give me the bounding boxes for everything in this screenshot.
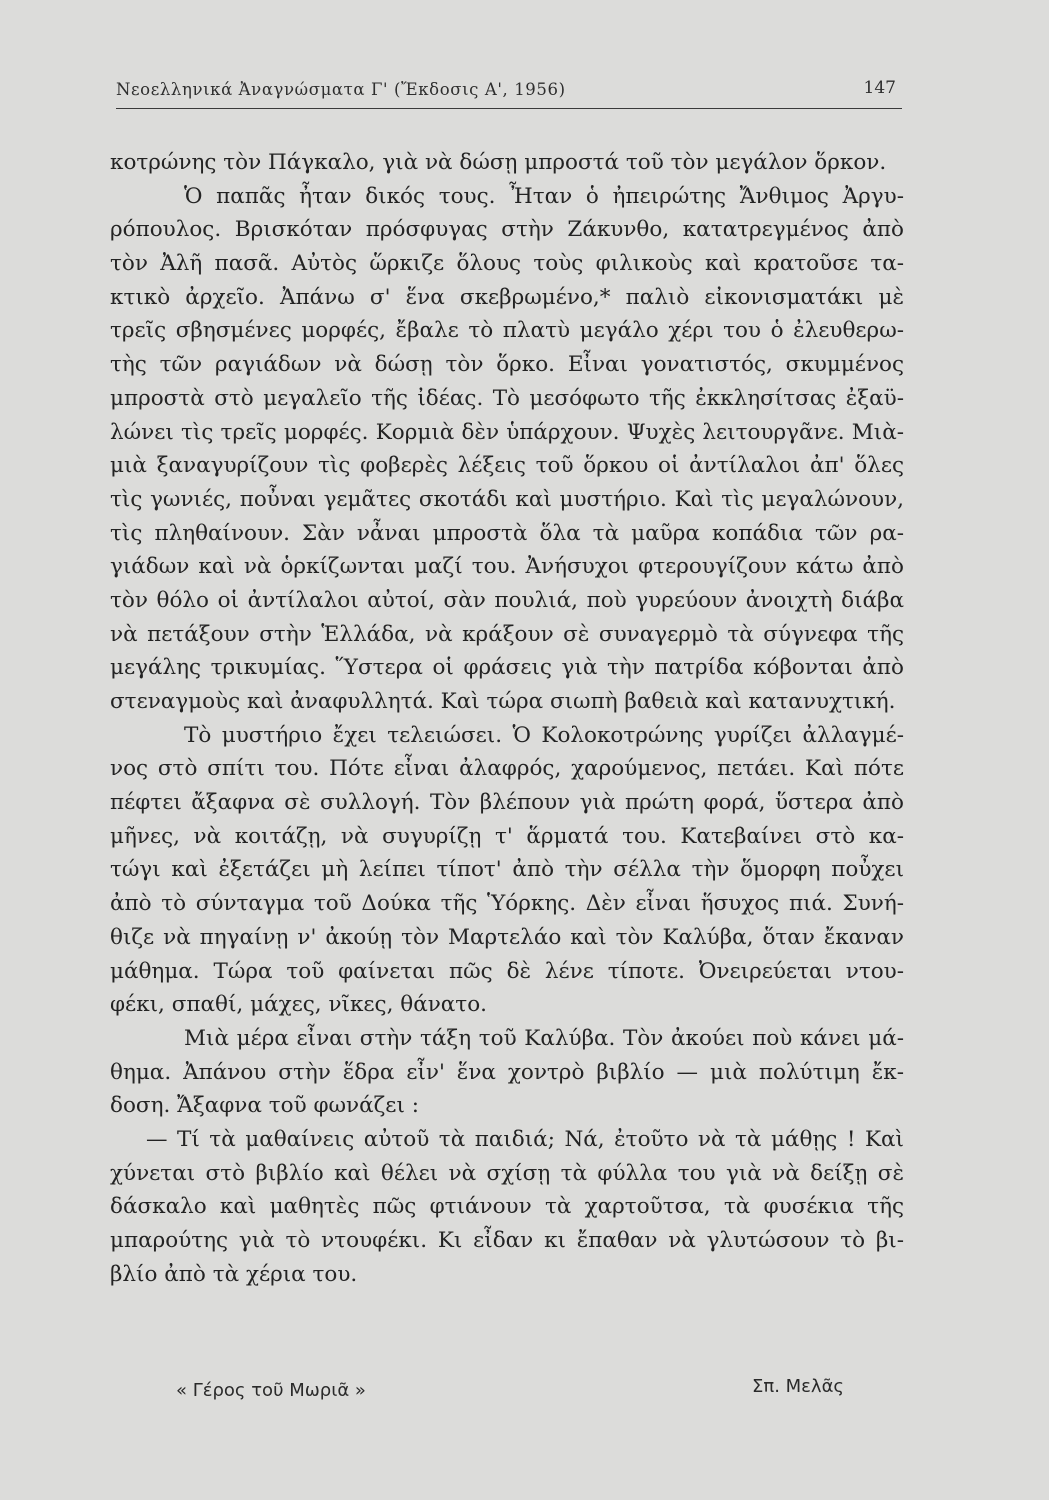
text-line: πέφτει ἄξαφνα σὲ συλλογή. Τὸν βλέπουν γιὰ πρώτη φορά, ὕστερα ἀπὸ [110,790,904,816]
text-line: Ὁ παπᾶς ἦταν δικός τους. Ἦταν ὁ ἠπειρώτης Ἄνθιμος Ἀργυ- [184,183,904,209]
text-line: τώγι καὶ ἐξετάζει μὴ λείπει τίποτ' ἀπὸ τὴν σέλλα τὴν ὅμορφη ποὖχει [110,857,904,883]
text-line: δάσκαλο καὶ μαθητὲς πῶς φτιάνουν τὰ χαρτοῦτσα, τὰ φυσέκια τῆς [110,1194,904,1220]
text-line: ρόπουλος. Βρισκόταν πρόσφυγας στὴν Ζάκυνθο, κατατρεγμένος ἀπὸ [110,217,904,243]
text-line: τὶς πληθαίνουν. Σὰν νἆναι μπροστὰ ὅλα τὰ μαῦρα κοπάδια τῶν ρα- [110,520,904,546]
text-line: Τὸ μυστήριο ἔχει τελειώσει. Ὁ Κολοκοτρώνης γυρίζει ἀλλαγμέ- [184,722,904,748]
text-line: χύνεται στὸ βιβλίο καὶ θέλει νὰ σχίσῃ τὰ φύλλα του γιὰ νὰ δείξῃ σὲ [110,1160,904,1186]
text-line: θιζε νὰ πηγαίνῃ ν' ἀκούῃ τὸν Μαρτελάο καὶ τὸν Καλύβα, ὅταν ἔκαναν [110,924,904,950]
text-line: μπροστὰ στὸ μεγαλεῖο τῆς ἰδέας. Τὸ μεσόφωτο τῆς ἐκκλησίτσας ἐξαϋ- [110,385,904,411]
text-line: τὸν θόλο οἱ ἀντίλαλοι αὐτοί, σὰν πουλιά, ποὺ γυρεύουν ἀνοιχτὴ διάβα [110,587,904,613]
book-title: Νεοελληνικά Ἀναγνώσματα Γ' (Ἔκδοσις Α', 1956) [116,80,566,99]
text-line: θημα. Ἀπάνου στὴν ἕδρα εἶν' ἕνα χοντρὸ βιβλίο — μιὰ πολύτιμη ἔκ- [110,1059,904,1085]
text-line: μιὰ ξαναγυρίζουν τὶς φοβερὲς λέξεις τοῦ ὅρκου οἱ ἀντίλαλοι ἀπ' ὅλες [110,453,904,479]
author-name: Σπ. Μελᾶς [752,1376,844,1397]
text-line: νος στὸ σπίτι του. Πότε εἶναι ἀλαφρός, χαρούμενος, πετάει. Καὶ πότε [110,756,904,782]
text-line: κοτρώνης τὸν Πάγκαλο, γιὰ νὰ δώσῃ μπροστά τοῦ τὸν μεγάλον ὅρκον. [110,150,887,175]
text-line: τρεῖς σβησμένες μορφές, ἔβαλε τὸ πλατὺ μεγάλο χέρι του ὁ ἐλευθερω- [110,318,904,344]
text-line: νὰ πετάξουν στὴν Ἑλλάδα, νὰ κράξουν σὲ συναγερμὸ τὰ σύγνεφα τῆς [110,621,904,647]
text-line: μπαρούτης γιὰ τὸ ντουφέκι. Κι εἶδαν κι ἔπαθαν νὰ γλυτώσουν τὸ βι- [110,1228,904,1253]
text-line: Μιὰ μέρα εἶναι στὴν τάξη τοῦ Καλύβα. Τὸν ἀκούει ποὺ κάνει μά- [184,1025,904,1051]
text-line: φέκι, σπαθί, μάχες, νῖκες, θάνατο. [110,992,487,1018]
source-citation: « Γέρος τοῦ Μωριᾶ » [176,1380,366,1401]
text-line: στεναγμοὺς καὶ ἀναφυλλητά. Καὶ τώρα σιωπὴ βαθειὰ καὶ κατανυχτική. [110,689,896,714]
text-line: λώνει τὶς τρεῖς μορφές. Κορμιὰ δὲν ὑπάρχουν. Ψυχὲς λειτουργᾶνε. Μιὰ- [110,419,904,445]
text-line: δοση. Ἄξαφνα τοῦ φωνάζει : [110,1093,419,1119]
text-line: τὴς τῶν ραγιάδων νὰ δώσῃ τὸν ὅρκο. Εἶναι γονατιστός, σκυμμένος [110,352,904,378]
paragraph [110,1022,904,1123]
paragraph [110,1123,904,1291]
text-line: βλίο ἀπὸ τὰ χέρια του. [110,1261,358,1287]
text-line: ἀπὸ τὸ σύνταγμα τοῦ Δούκα τῆς Ὑόρκης. Δὲν εἶναι ἥσυχος πιά. Συνή- [110,891,904,917]
text-line: — Τί τὰ μαθαίνεις αὐτοῦ τὰ παιδιά; Νά, ἐτοῦτο νὰ τὰ μάθῃς ! Καὶ [146,1126,904,1152]
main-text [110,146,904,1291]
paragraph [110,719,904,1022]
page-number: 147 [863,78,896,98]
text-line: τὸν Ἀλῆ πασᾶ. Αὐτὸς ὥρκιζε ὅλους τοὺς φιλικοὺς καὶ κρατοῦσε τα- [110,251,904,277]
paragraph [110,180,904,719]
text-line: μεγάλης τρικυμίας. Ὕστερα οἱ φράσεις γιὰ τὴν πατρίδα κόβονται ἀπὸ [110,655,904,681]
text-line: μῆνες, νὰ κοιτάζῃ, νὰ συγυρίζῃ τ' ἅρματά του. Κατεβαίνει στὸ κα- [110,823,904,849]
text-line: μάθημα. Τώρα τοῦ φαίνεται πῶς δὲ λένε τίποτε. Ὀνειρεύεται ντου- [110,958,904,984]
text-line: τὶς γωνιές, ποὖναι γεμᾶτες σκοτάδι καὶ μυστήριο. Καὶ τὶς μεγαλώνουν, [110,486,904,512]
text-line: γιάδων καὶ νὰ ὁρκίζωνται μαζί του. Ἀνήσυχοι φτερουγίζουν κάτω ἀπὸ [110,554,904,580]
text-line: κτικὸ ἀρχεῖο. Ἀπάνω σ' ἕνα σκεβρωμένο,* παλιὸ εἰκονισματάκι μὲ [110,284,904,310]
paragraph [110,146,904,180]
running-header [116,74,902,109]
